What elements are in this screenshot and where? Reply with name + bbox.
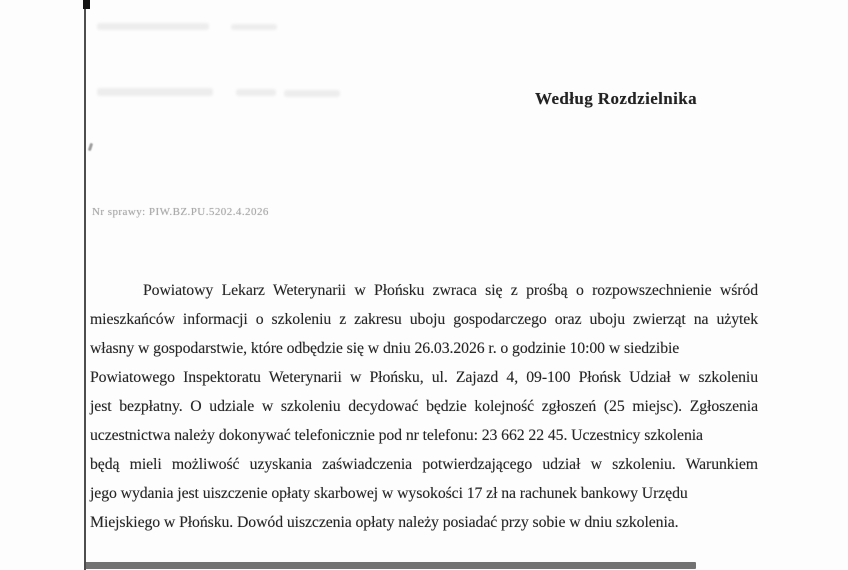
scan-edge-tick: [83, 0, 90, 9]
bleedthrough-smudge: [236, 89, 276, 96]
case-number: Nr sprawy: PIW.BZ.PU.5202.4.2026: [92, 206, 269, 218]
body-line: jego wydania jest uiszczenie opłaty skarbowej w wysokości 17 zł na rachunek bankowy Urzędu: [90, 485, 688, 502]
body-line: Powiatowego Inspektoratu Weterynarii w Płońsku, ul. Zajazd 4, 09-100 Płońsk Udział w szkoleniu: [90, 369, 758, 386]
scan-speck: [88, 143, 93, 152]
body-line: jest bezpłatny. O udziale w szkoleniu decydować będzie kolejność zgłoszeń (25 miejsc). Zgłoszenia: [90, 398, 758, 415]
bleedthrough-smudge: [231, 24, 277, 30]
bleedthrough-smudge: [97, 23, 209, 30]
recipient-note: Według Rozdzielnika: [535, 89, 698, 108]
body-line: uczestnictwa należy dokonywać telefonicznie pod nr telefonu: 23 662 22 45. Uczestnicy szkolenia: [90, 427, 703, 444]
letter-body: [90, 276, 758, 537]
scan-edge-line: [84, 0, 86, 570]
body-line: będą mieli możliwość uzyskania zaświadczenia potwierdzającego udział w szkoleniu. Warunkiem: [90, 456, 758, 473]
body-line: mieszkańców informacji o szkoleniu z zakresu uboju gospodarczego oraz uboju zwierząt na użytek: [90, 311, 758, 328]
body-line: własny w gospodarstwie, które odbędzie się w dniu 26.03.2026 r. o godzinie 10:00 w siedzibie: [90, 340, 680, 357]
bleedthrough-smudge: [97, 88, 213, 96]
body-line: Powiatowy Lekarz Weterynarii w Płońsku zwraca się z prośbą o rozpowszechnienie wśród: [143, 282, 758, 299]
scan-edge-bottom-bar: [84, 562, 696, 569]
body-line: Miejskiego w Płońsku. Dowód uiszczenia opłaty należy posiadać przy sobie w dniu szkolenia.: [90, 514, 679, 531]
bleedthrough-smudge: [284, 90, 340, 97]
